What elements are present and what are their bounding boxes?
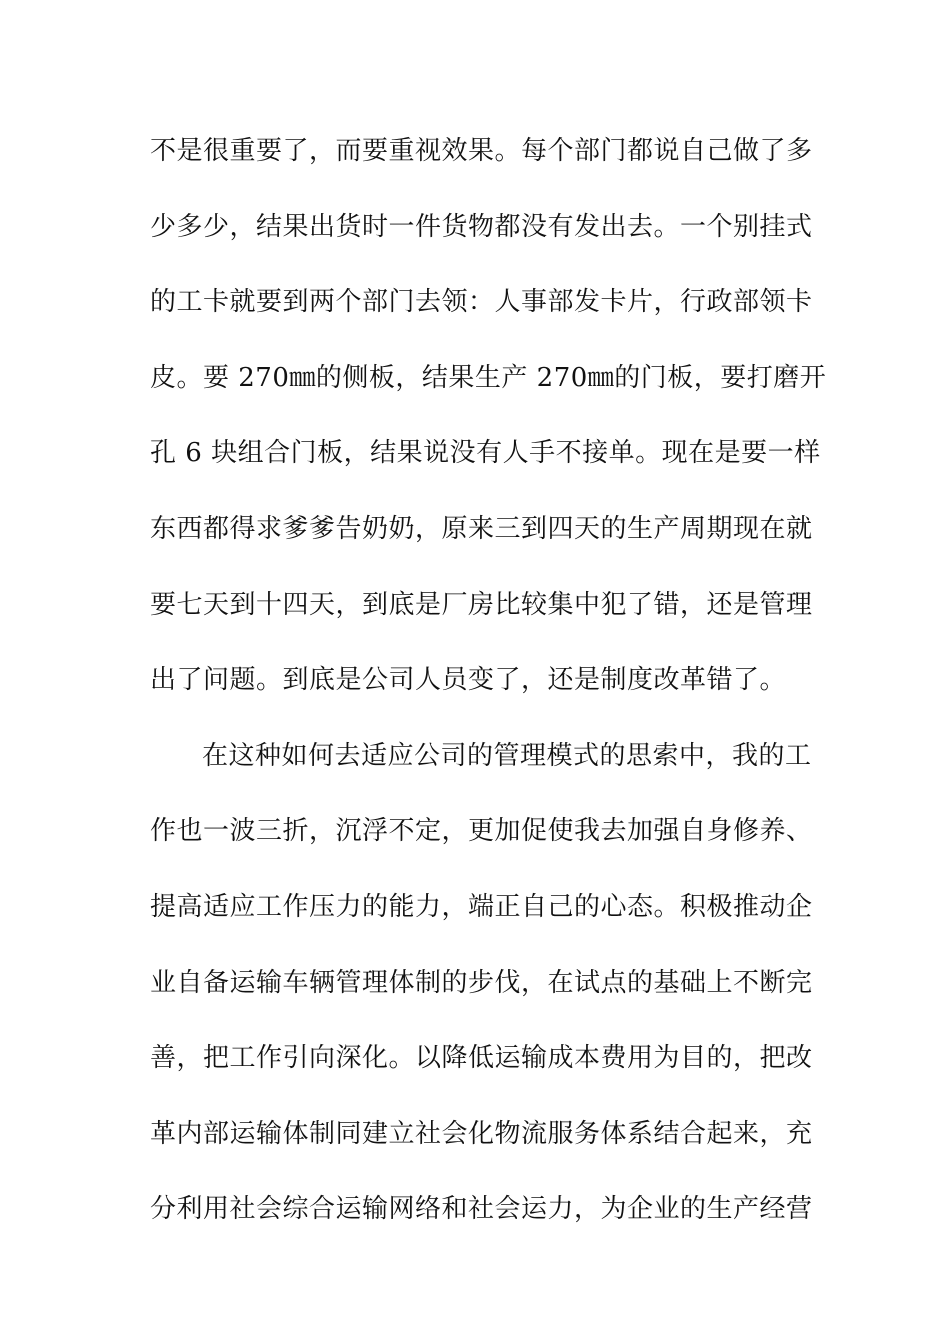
- text-line: 提高适应工作压力的能力，端正自己的心态。积极推动企: [150, 891, 813, 922]
- text-line: 少多少，结果出货时一件货物都没有发出去。一个别挂式: [150, 211, 813, 242]
- text-line: 作也一波三折，沉浮不定，更加促使我去加强自身修养、: [150, 816, 813, 847]
- text-line: 皮。要 270㎜的侧板，结果生产 270㎜的门板，要打磨开: [150, 362, 827, 393]
- text-line: 革内部运输体制同建立社会化物流服务体系结合起来，充: [150, 1118, 813, 1149]
- text-line: 孔 6 块组合门板，结果说没有人手不接单。现在是要一样: [150, 438, 821, 469]
- text-line: 要七天到十四天，到底是厂房比较集中犯了错，还是管理: [150, 589, 813, 620]
- text-line: 出了问题。到底是公司人员变了，还是制度改革错了。: [150, 665, 787, 696]
- text-line: 业自备运输车辆管理体制的步伐，在试点的基础上不断完: [150, 967, 813, 998]
- text-line: 善，把工作引向深化。以降低运输成本费用为目的，把改: [150, 1043, 813, 1074]
- text-line: 东西都得求爹爹告奶奶，原来三到四天的生产周期现在就: [150, 513, 813, 544]
- body-text: [150, 121, 827, 1255]
- text-line: 的工卡就要到两个部门去领：人事部发卡片，行政部领卡: [150, 287, 813, 318]
- text-line: 不是很重要了，而要重视效果。每个部门都说自己做了多: [150, 136, 813, 166]
- text-line-paragraph-start: 在这种如何去适应公司的管理模式的思索中，我的工: [202, 740, 812, 771]
- text-line: 分利用社会综合运输网络和社会运力，为企业的生产经营: [150, 1194, 813, 1225]
